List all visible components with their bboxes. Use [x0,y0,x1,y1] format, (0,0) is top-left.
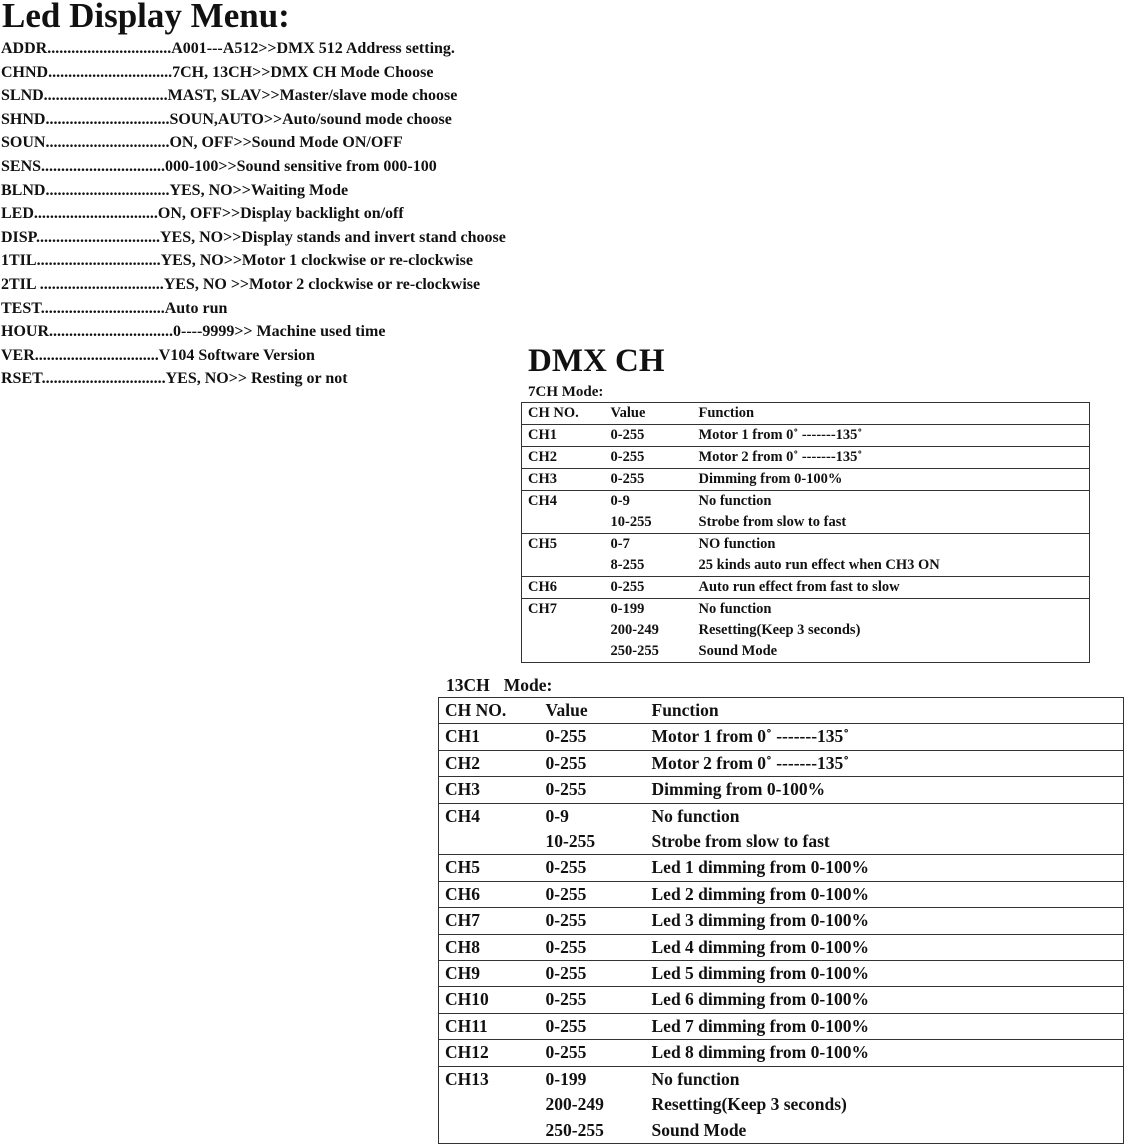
table-row [439,1066,1124,1143]
dmx-13ch-table [438,697,1124,1144]
menu-item: BLND...............................YES, NO>>Waiting Mode [1,181,349,199]
mode13-label-mode: Mode: [503,675,553,695]
header-ch-no: CH NO. [522,403,605,425]
function-text: Motor 2 from 0˚ -------135˚ [651,752,850,773]
ch-no-cell: CH5 [522,534,605,577]
table-row [439,750,1124,776]
function-cell [646,987,1124,1013]
value-text: 0-9 [610,493,630,509]
function-cell [646,961,1124,987]
value-text: 250-255 [610,643,659,659]
value-cell [540,961,646,987]
function-cell [693,469,1090,491]
ch-no-cell: CH1 [439,724,540,750]
value-text: 0-255 [545,1015,587,1036]
table-row [522,534,1090,577]
function-cell [646,1040,1124,1066]
function-cell [693,447,1090,469]
menu-item: DISP...............................YES, NO>>Display stands and invert stand choose [1,228,506,246]
menu-item: VER...............................V104 Software Version [1,346,315,364]
value-text: 200-249 [545,1094,604,1115]
header-ch-no: CH NO. [439,698,540,724]
function-cell [646,1066,1124,1143]
function-cell [693,491,1090,534]
value-cell [540,987,646,1013]
page-title: Led Display Menu: [2,0,290,35]
function-text: Strobe from slow to fast [698,514,847,530]
value-cell [540,724,646,750]
ch-no-cell: CH6 [439,881,540,907]
header-function: Function [646,698,1124,724]
ch-no-cell: CH7 [439,908,540,934]
value-cell [540,908,646,934]
menu-item: SLND...............................MAST, SLAV>>Master/slave mode choose [1,87,458,105]
function-text: Dimming from 0-100% [651,779,826,800]
value-text: 200-249 [610,622,659,638]
value-text: 0-255 [545,1042,587,1063]
menu-item: SENS...............................000-100>>Sound sensitive from 000-100 [1,157,437,175]
value-text: 0-255 [545,726,587,747]
value-cell [605,577,693,599]
function-cell [646,750,1124,776]
menu-item: ADDR...............................A001---A512>>DMX 512 Address setting. [1,40,455,57]
value-text: 0-199 [545,1068,587,1089]
ch-no-cell: CH1 [522,425,605,447]
dmx-7ch-table [521,402,1090,663]
function-cell [693,425,1090,447]
table-row [439,908,1124,934]
function-cell [693,599,1090,663]
header-value: Value [540,698,646,724]
table-row [439,1013,1124,1039]
function-cell [646,934,1124,960]
menu-item: RSET...............................YES, NO>> Resting or not [1,370,348,388]
function-text: Led 4 dimming from 0-100% [651,936,869,957]
value-text: 0-255 [545,989,587,1010]
ch-no-cell: CH5 [439,855,540,881]
menu-item: LED...............................ON, OFF>>Display backlight on/off [1,205,404,223]
value-cell [540,1066,646,1143]
value-text: 0-255 [610,427,645,443]
function-cell [646,777,1124,803]
menu-item: SHND...............................SOUN,AUTO>>Auto/sound mode choose [1,110,452,128]
value-cell [540,750,646,776]
ch-no-cell: CH6 [522,577,605,599]
function-cell [646,724,1124,750]
value-text: 0-255 [545,857,587,878]
table-header-row [522,403,1090,425]
table-row [439,987,1124,1013]
function-cell [646,881,1124,907]
ch-no-cell: CH13 [439,1066,540,1143]
ch-no-cell: CH12 [439,1040,540,1066]
value-cell [605,534,693,577]
function-cell [646,1013,1124,1039]
value-text: 10-255 [610,514,652,530]
value-cell [540,881,646,907]
menu-item: 2TIL ...............................YES, NO >>Motor 2 clockwise or re-clockwise [1,275,481,293]
table-header-row [439,698,1124,724]
dmx-section-title: DMX CH [528,343,665,379]
menu-item: CHND...............................7CH, 13CH>>DMX CH Mode Choose [1,63,434,81]
table-row [522,447,1090,469]
value-cell [540,1013,646,1039]
function-text: Led 2 dimming from 0-100% [651,883,869,904]
menu-item: HOUR...............................0----9999>> Machine used time [1,323,386,341]
value-cell [605,599,693,663]
table-row [439,803,1124,855]
function-text: Strobe from slow to fast [651,831,830,852]
ch-no-cell: CH4 [522,491,605,534]
function-text: No function [651,1068,740,1089]
value-text: 10-255 [545,831,596,852]
function-cell [646,908,1124,934]
table-row [439,777,1124,803]
function-cell [693,534,1090,577]
ch-no-cell: CH10 [439,987,540,1013]
ch-no-cell: CH2 [522,447,605,469]
table-row [522,577,1090,599]
function-text: Led 5 dimming from 0-100% [651,963,869,984]
value-text: 0-255 [545,752,587,773]
function-cell [693,577,1090,599]
function-text: Motor 1 from 0˚ -------135˚ [651,726,850,747]
menu-item: SOUN...............................ON, OFF>>Sound Mode ON/OFF [1,134,403,152]
function-text: Led 3 dimming from 0-100% [651,910,869,931]
function-text: Led 6 dimming from 0-100% [651,989,869,1010]
table-row [439,881,1124,907]
table-row [439,1040,1124,1066]
ch-no-cell: CH3 [439,777,540,803]
function-text: No function [651,805,740,826]
mode13-label-channels: 13CH [446,675,490,695]
ch-no-cell: CH8 [439,934,540,960]
function-text: Led 7 dimming from 0-100% [651,1015,869,1036]
function-text: Sound Mode [698,643,778,659]
value-text: 250-255 [545,1119,604,1140]
ch-no-cell: CH7 [522,599,605,663]
value-text: 0-7 [610,536,630,552]
value-cell [605,447,693,469]
table-row [522,469,1090,491]
function-text: No function [698,493,772,509]
menu-item: TEST...............................Auto run [1,299,228,317]
value-text: 0-255 [545,779,587,800]
function-text: Led 8 dimming from 0-100% [651,1042,869,1063]
table-row [439,934,1124,960]
value-cell [540,855,646,881]
function-text: Sound Mode [651,1119,747,1140]
function-text: Motor 1 from 0˚ -------135˚ [698,427,863,443]
value-cell [540,777,646,803]
value-text: 0-255 [610,579,645,595]
value-cell [605,425,693,447]
table-row [522,599,1090,663]
function-cell [646,855,1124,881]
function-text: Resetting(Keep 3 seconds) [651,1094,847,1115]
ch-no-cell: CH11 [439,1013,540,1039]
function-text: NO function [698,536,776,552]
ch-no-cell: CH4 [439,803,540,855]
function-text: No function [698,601,772,617]
ch-no-cell: CH2 [439,750,540,776]
table-row [439,724,1124,750]
value-text: 0-9 [545,805,569,826]
value-text: 0-199 [610,601,645,617]
header-value: Value [605,403,693,425]
function-text: Auto run effect from fast to slow [698,579,900,595]
value-cell [540,934,646,960]
ch-no-cell: CH9 [439,961,540,987]
table-row [522,425,1090,447]
mode13-label [446,675,552,695]
mode7-label: 7CH Mode: [528,384,604,400]
value-cell [540,1040,646,1066]
function-text: Led 1 dimming from 0-100% [651,857,869,878]
value-cell [540,803,646,855]
value-text: 0-255 [610,449,645,465]
value-text: 0-255 [545,910,587,931]
ch-no-cell: CH3 [522,469,605,491]
function-cell [646,803,1124,855]
header-function: Function [693,403,1090,425]
table-row [439,855,1124,881]
menu-item: 1TIL...............................YES, NO>>Motor 1 clockwise or re-clockwise [1,252,473,270]
led-menu-list [1,37,506,391]
value-text: 0-255 [545,936,587,957]
function-text: Dimming from 0-100% [698,471,843,487]
value-cell [605,469,693,491]
value-text: 0-255 [610,471,645,487]
value-text: 0-255 [545,963,587,984]
function-text: 25 kinds auto run effect when CH3 ON [698,557,940,573]
function-text: Resetting(Keep 3 seconds) [698,622,861,638]
table-row [522,491,1090,534]
value-cell [605,491,693,534]
value-text: 0-255 [545,883,587,904]
table-row [439,961,1124,987]
function-text: Motor 2 from 0˚ -------135˚ [698,449,863,465]
value-text: 8-255 [610,557,645,573]
